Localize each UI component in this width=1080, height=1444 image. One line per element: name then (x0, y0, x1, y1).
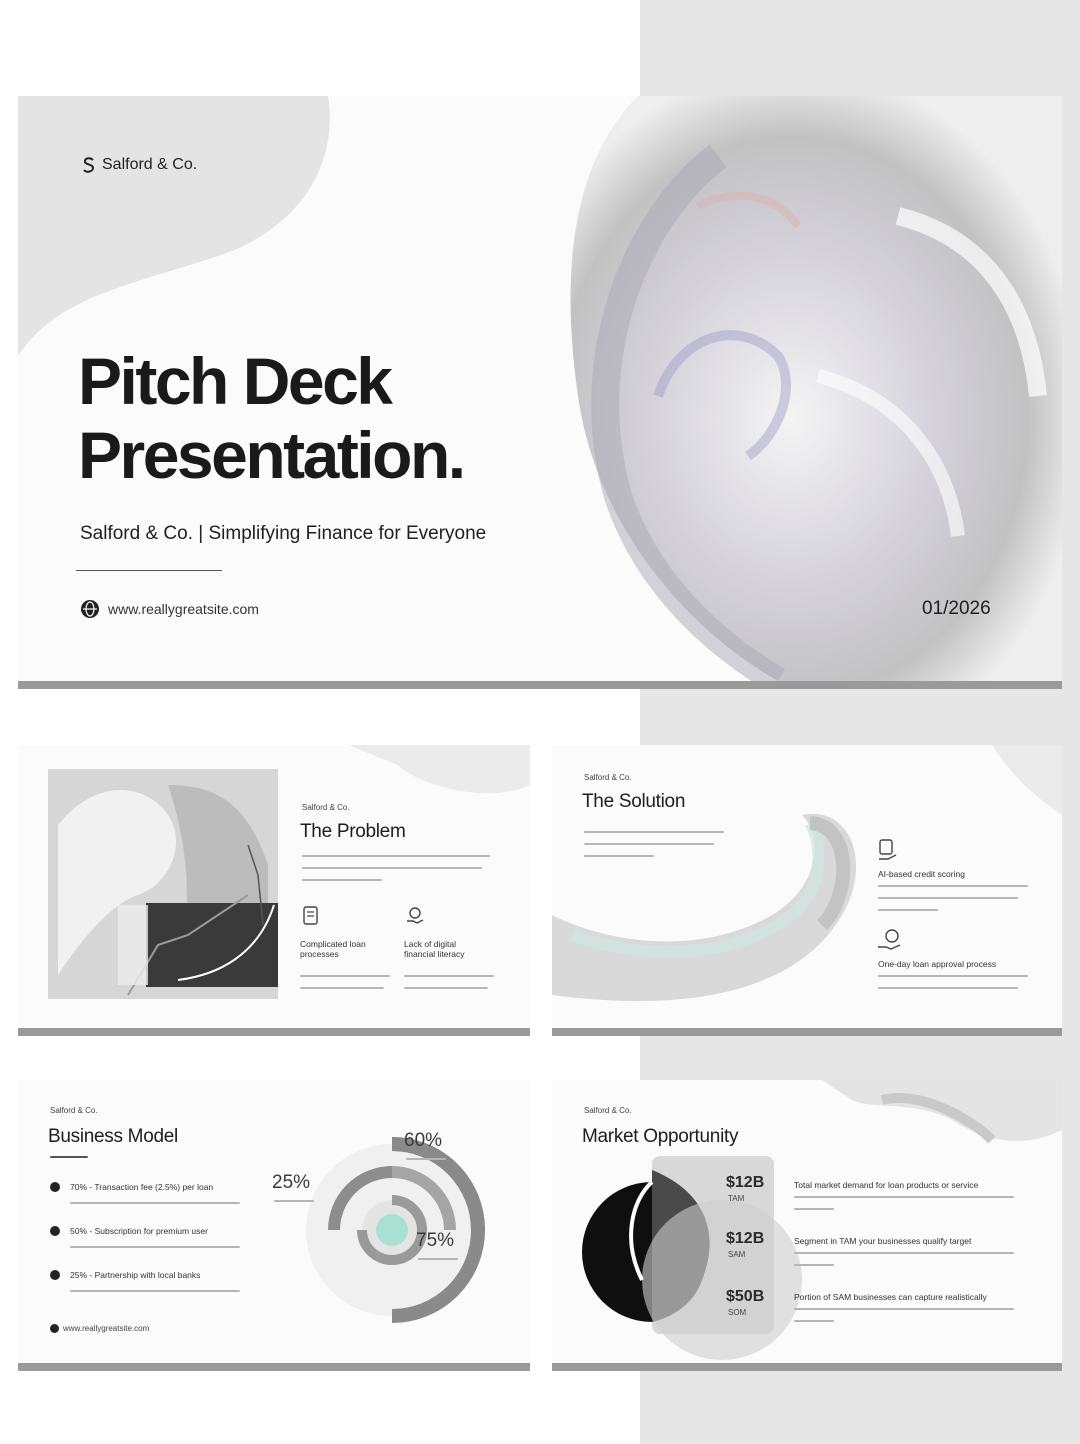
text-line (794, 1264, 834, 1266)
text-line (794, 1208, 834, 1210)
globe-icon (50, 1324, 59, 1333)
text-line (584, 855, 654, 857)
slide-title: The Problem (300, 821, 406, 842)
som-label: SOM (728, 1308, 747, 1317)
solution-item-2: One-day loan approval process (878, 959, 997, 969)
text-line (794, 1320, 834, 1322)
text-line (584, 831, 724, 833)
ai-hand-icon (876, 837, 902, 863)
item-label: Lack of digital (404, 939, 456, 949)
text-line (794, 1252, 1014, 1254)
text-line (274, 1200, 314, 1202)
text-line (70, 1246, 240, 1248)
problem-slide (18, 745, 530, 1028)
market-note-3: Portion of SAM businesses can capture realistically (794, 1292, 987, 1302)
concentric-ring-chart (286, 1130, 486, 1330)
item-label: Complicated loan (300, 939, 366, 949)
brand-label: Salford & Co. (50, 1106, 98, 1115)
business-model-slide (18, 1080, 530, 1363)
title-underline (50, 1156, 88, 1158)
company-logo (80, 156, 197, 174)
text-line (878, 975, 1028, 977)
hero-title (78, 344, 464, 492)
business-item-label: 70% - Transaction fee (2.5%) per loan (70, 1182, 214, 1192)
hero-title-line2: Presentation. (78, 418, 464, 492)
tam-value: $12B (726, 1174, 765, 1191)
slide-title: Market Opportunity (582, 1126, 739, 1147)
business-item-label: 50% - Subscription for premium user (70, 1226, 208, 1236)
brand-label: Salford & Co. (584, 773, 632, 782)
hand-dollar-icon (404, 905, 426, 927)
logo-text: Salford & Co. (102, 156, 198, 173)
text-line (878, 987, 1018, 989)
text-line (584, 843, 714, 845)
text-line (878, 885, 1028, 887)
bullet (50, 1270, 60, 1280)
money-hand-icon (876, 927, 904, 953)
text-line (406, 1158, 446, 1160)
market-note-2: Segment in TAM your businesses qualify target (794, 1236, 972, 1246)
hero-slide (18, 96, 1062, 681)
divider (76, 570, 222, 571)
text-line (70, 1202, 240, 1204)
market-opportunity-slide (552, 1080, 1062, 1363)
slide-title: Business Model (48, 1126, 178, 1147)
website-text: www.reallygreatsite.com (108, 601, 259, 617)
item-label: financial literacy (404, 949, 465, 959)
slide-title: The Solution (582, 791, 686, 812)
business-item-label: 25% - Partnership with local banks (70, 1270, 201, 1280)
s-logo-icon (80, 156, 98, 174)
text-line (878, 909, 938, 911)
text-line (878, 897, 1018, 899)
text-line (300, 975, 390, 977)
text-line (794, 1196, 1014, 1198)
bullet (50, 1226, 60, 1236)
sam-label: SAM (728, 1250, 746, 1259)
pct-75-label: 75% (416, 1230, 455, 1251)
text-line (302, 855, 490, 857)
bullet (50, 1182, 60, 1192)
item-label: processes (300, 949, 339, 959)
website-link[interactable] (80, 599, 259, 619)
footer-text: www.reallygreatsite.com (63, 1324, 150, 1333)
problem-item-2 (404, 939, 464, 959)
text-line (794, 1308, 1014, 1310)
brand-label: Salford & Co. (584, 1106, 632, 1115)
text-line (404, 987, 488, 989)
text-line (70, 1290, 240, 1292)
problem-item-1 (300, 939, 366, 959)
text-line (418, 1258, 458, 1260)
globe-icon (80, 599, 100, 619)
som-value: $50B (726, 1288, 765, 1305)
text-line (404, 975, 494, 977)
pct-60-label: 60% (404, 1130, 443, 1151)
solution-item-1: AI-based credit scoring (878, 869, 965, 879)
document-icon (300, 905, 322, 927)
footer-website[interactable] (50, 1324, 149, 1333)
text-line (300, 987, 384, 989)
market-note-1: Total market demand for loan products or service (794, 1180, 979, 1190)
brand-label: Salford & Co. (302, 803, 350, 812)
hero-title-line1: Pitch Deck (78, 344, 391, 418)
solution-slide (552, 745, 1062, 1028)
pct-25-label: 25% (272, 1172, 311, 1193)
tam-label: TAM (728, 1194, 745, 1203)
text-line (302, 879, 382, 881)
sam-value: $12B (726, 1230, 765, 1247)
problem-art (18, 745, 530, 1028)
hero-subtitle: Salford & Co. | Simplifying Finance for Everyone (80, 523, 487, 544)
date-label: 01/2026 (922, 598, 991, 619)
text-line (302, 867, 482, 869)
